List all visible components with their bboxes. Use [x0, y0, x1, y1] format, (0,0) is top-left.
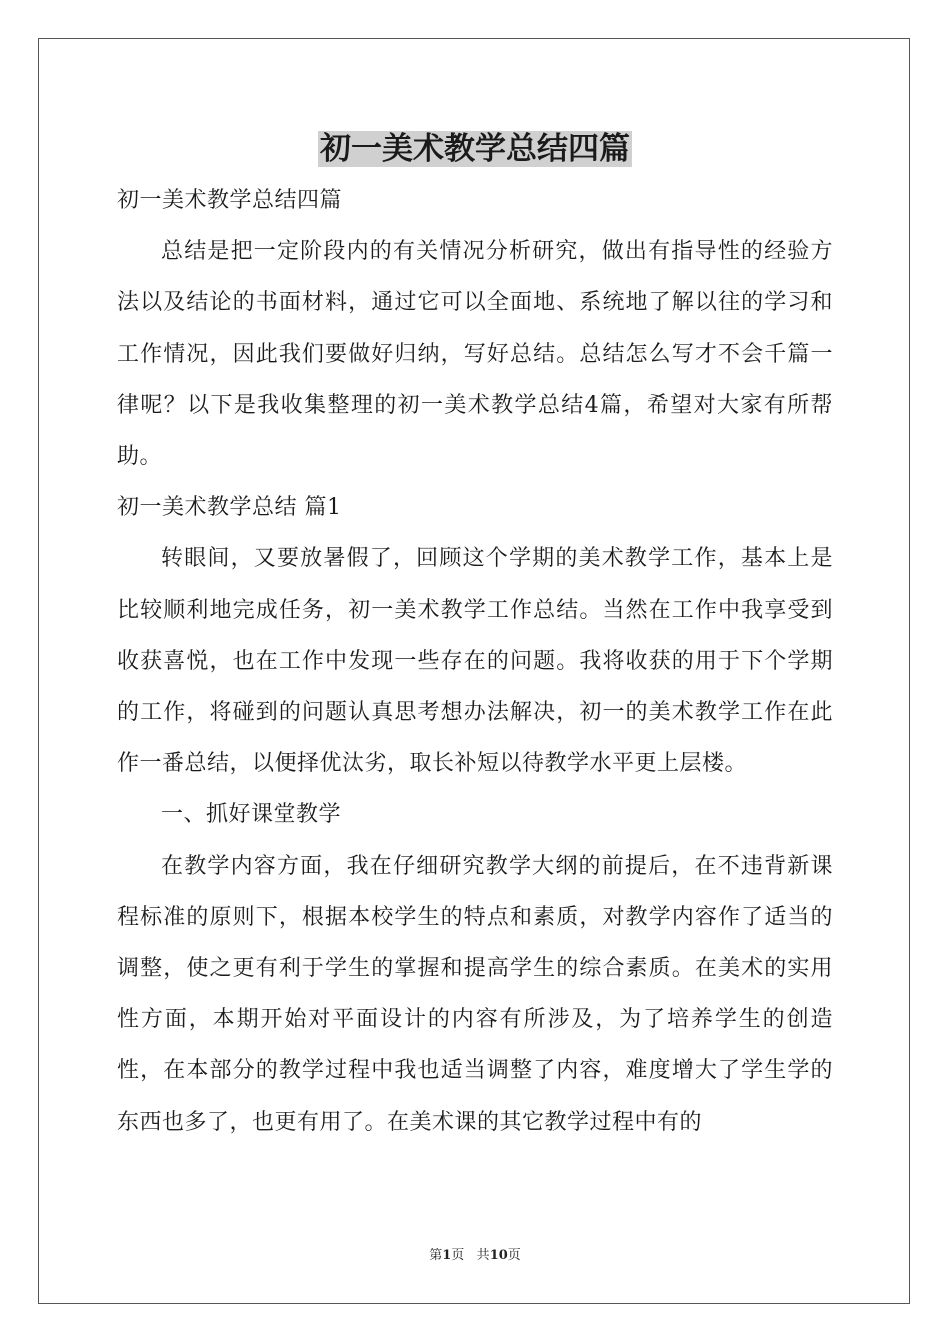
footer-total-prefix: 共: [476, 1248, 490, 1263]
document-title-text: 初一美术教学总结四篇: [320, 131, 630, 167]
document-body: [117, 175, 833, 1148]
subheading-classroom-teaching: 一、抓好课堂教学: [161, 802, 342, 828]
subtitle-line: 初一美术教学总结四篇: [117, 188, 343, 213]
footer-total-pages: 10: [489, 1248, 508, 1263]
page-footer: [0, 1247, 950, 1265]
footer-total-suffix: 页: [507, 1248, 521, 1263]
body-paragraph-1: 转眼间，又要放暑假了，回顾这个学期的美术教学工作，基本上是比较顺利地完成任务，初一美术教学工作总结。当然在工作中我享受到收获喜悦，也在工作中发现一些存在的问题。我将收获的用于下个学期的工作，将碰到的问题认真思考想办法解决，初一的美术教学工作在此作一番总结，以便择优汰劣，取长补短以待教学水平更上层楼。: [117, 546, 833, 777]
intro-paragraph: 总结是把一定阶段内的有关情况分析研究，做出有指导性的经验方法以及结论的书面材料，通过它可以全面地、系统地了解以往的学习和工作情况，因此我们要做好归纳，写好总结。总结怎么写才不会千篇一律呢？以下是我收集整理的初一美术教学总结4篇，希望对大家有所帮助。: [117, 239, 833, 470]
body-paragraph-2: 在教学内容方面，我在仔细研究教学大纲的前提后，在不违背新课程标准的原则下，根据本校学生的特点和素质，对教学内容作了适当的调整，使之更有利于学生的掌握和提高学生的综合素质。在美术的实用性方面，本期开始对平面设计的内容有所涉及，为了培养学生的创造性，在本部分的教学过程中我也适当调整了内容，难度增大了学生学的东西也多了，也更有用了。在美术课的其它教学过程中有的: [117, 853, 833, 1135]
section-heading-part1: 初一美术教学总结 篇1: [117, 495, 342, 521]
footer-page-label: 页: [451, 1248, 465, 1263]
document-title: [0, 127, 950, 171]
footer-prefix: 第: [429, 1248, 443, 1263]
footer-current-page: 1: [442, 1248, 452, 1263]
